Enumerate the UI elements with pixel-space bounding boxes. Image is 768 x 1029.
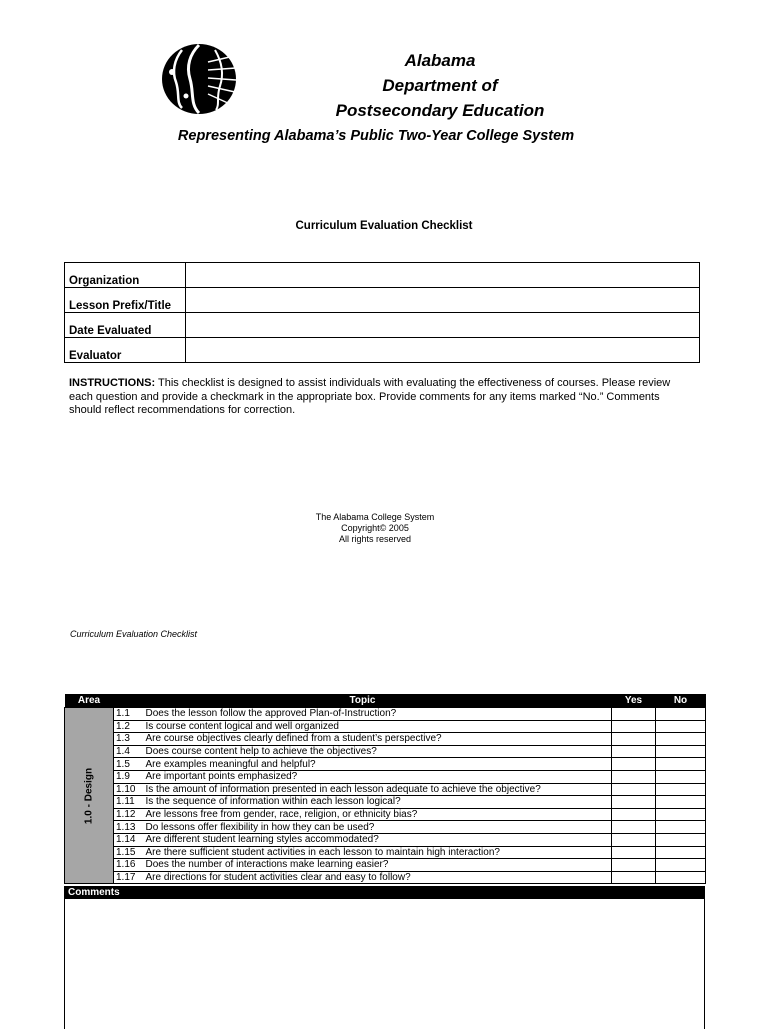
yes-checkbox[interactable] bbox=[612, 770, 656, 783]
item-number: 1.4 bbox=[114, 745, 144, 758]
org-line-3: Postsecondary Education bbox=[335, 101, 545, 120]
info-table bbox=[64, 262, 700, 363]
no-checkbox[interactable] bbox=[656, 821, 706, 834]
item-number: 1.9 bbox=[114, 770, 144, 783]
table-row bbox=[65, 708, 706, 721]
table-row bbox=[65, 770, 706, 783]
item-topic: Are important points emphasized? bbox=[144, 770, 612, 783]
yes-checkbox[interactable] bbox=[612, 833, 656, 846]
comments-label: Comments bbox=[68, 887, 120, 898]
item-topic: Does the number of interactions make learning easier? bbox=[144, 859, 612, 872]
item-number: 1.15 bbox=[114, 846, 144, 859]
item-topic: Does course content help to achieve the objectives? bbox=[144, 745, 612, 758]
yes-checkbox[interactable] bbox=[612, 708, 656, 721]
no-checkbox[interactable] bbox=[656, 745, 706, 758]
item-number: 1.12 bbox=[114, 808, 144, 821]
table-row bbox=[65, 745, 706, 758]
item-number: 1.14 bbox=[114, 833, 144, 846]
info-label: Organization bbox=[65, 263, 186, 288]
yes-checkbox[interactable] bbox=[612, 720, 656, 733]
organization-field[interactable] bbox=[186, 263, 700, 288]
copyright-line-1: The Alabama College System bbox=[315, 512, 435, 522]
topic-header: Topic bbox=[114, 694, 612, 708]
instructions-text: This checklist is designed to assist individuals with evaluating the effectiveness of courses. Please review each question and provide a checkmark in the appropriate box. Provide comments for any items marked “No.” Comments should reflect recommendations for correction. bbox=[69, 377, 671, 416]
no-checkbox[interactable] bbox=[656, 733, 706, 746]
checklist-table bbox=[64, 694, 706, 884]
table-row bbox=[65, 833, 706, 846]
copyright-line-2: Copyright© 2005 bbox=[341, 523, 409, 533]
area-cell bbox=[65, 708, 114, 884]
yes-checkbox[interactable] bbox=[612, 846, 656, 859]
table-row bbox=[65, 720, 706, 733]
item-topic: Are there sufficient student activities in each lesson to maintain high interaction? bbox=[144, 846, 612, 859]
table-row bbox=[65, 808, 706, 821]
table-row bbox=[65, 783, 706, 796]
item-number: 1.2 bbox=[114, 720, 144, 733]
comments-header bbox=[64, 886, 705, 899]
tagline: Representing Alabama’s Public Two-Year College System bbox=[177, 128, 575, 144]
item-number: 1.5 bbox=[114, 758, 144, 771]
item-topic: Is the sequence of information within each lesson logical? bbox=[144, 796, 612, 809]
info-row-date bbox=[65, 313, 700, 338]
item-number: 1.10 bbox=[114, 783, 144, 796]
yes-checkbox[interactable] bbox=[612, 783, 656, 796]
item-topic: Is course content logical and well organized bbox=[144, 720, 612, 733]
copyright-line-3: All rights reserved bbox=[338, 534, 412, 544]
org-line-1: Alabama bbox=[404, 51, 476, 70]
item-topic: Are examples meaningful and helpful? bbox=[144, 758, 612, 771]
table-row bbox=[65, 796, 706, 809]
table-row bbox=[65, 758, 706, 771]
table-row bbox=[65, 846, 706, 859]
yes-checkbox[interactable] bbox=[612, 871, 656, 884]
item-number: 1.17 bbox=[114, 871, 144, 884]
lesson-prefix-title-field[interactable] bbox=[186, 288, 700, 313]
checklist-header-row bbox=[65, 694, 706, 708]
info-label: Lesson Prefix/Title bbox=[65, 288, 186, 313]
department-logo bbox=[160, 42, 238, 116]
yes-checkbox[interactable] bbox=[612, 796, 656, 809]
item-number: 1.3 bbox=[114, 733, 144, 746]
yes-checkbox[interactable] bbox=[612, 859, 656, 872]
yes-header: Yes bbox=[612, 694, 656, 708]
yes-checkbox[interactable] bbox=[612, 733, 656, 746]
no-checkbox[interactable] bbox=[656, 783, 706, 796]
area-label: 1.0 - Design bbox=[83, 767, 95, 824]
item-number: 1.1 bbox=[114, 708, 144, 721]
item-topic: Is the amount of information presented in each lesson adequate to achieve the objective? bbox=[144, 783, 612, 796]
table-row bbox=[65, 733, 706, 746]
info-row-organization bbox=[65, 263, 700, 288]
yes-checkbox[interactable] bbox=[612, 808, 656, 821]
no-checkbox[interactable] bbox=[656, 720, 706, 733]
no-checkbox[interactable] bbox=[656, 808, 706, 821]
no-checkbox[interactable] bbox=[656, 770, 706, 783]
no-checkbox[interactable] bbox=[656, 758, 706, 771]
yes-checkbox[interactable] bbox=[612, 745, 656, 758]
area-header: Area bbox=[65, 694, 114, 708]
info-label: Evaluator bbox=[65, 338, 186, 363]
document-title: Curriculum Evaluation Checklist bbox=[295, 220, 473, 232]
item-number: 1.11 bbox=[114, 796, 144, 809]
page-caption: Curriculum Evaluation Checklist bbox=[70, 629, 198, 639]
info-row-lesson bbox=[65, 288, 700, 313]
item-topic: Are different student learning styles accommodated? bbox=[144, 833, 612, 846]
table-row bbox=[65, 871, 706, 884]
item-topic: Does the lesson follow the approved Plan-of-Instruction? bbox=[144, 708, 612, 721]
comments-area[interactable] bbox=[64, 899, 705, 1029]
info-row-evaluator bbox=[65, 338, 700, 363]
item-topic: Are lessons free from gender, race, religion, or ethnicity bias? bbox=[144, 808, 612, 821]
evaluator-field[interactable] bbox=[186, 338, 700, 363]
instructions-heading: INSTRUCTIONS: bbox=[69, 377, 156, 389]
no-checkbox[interactable] bbox=[656, 796, 706, 809]
info-label: Date Evaluated bbox=[65, 313, 186, 338]
table-row bbox=[65, 859, 706, 872]
no-checkbox[interactable] bbox=[656, 846, 706, 859]
yes-checkbox[interactable] bbox=[612, 821, 656, 834]
no-checkbox[interactable] bbox=[656, 708, 706, 721]
copyright-block bbox=[0, 512, 750, 545]
no-checkbox[interactable] bbox=[656, 859, 706, 872]
instructions bbox=[69, 377, 689, 418]
yes-checkbox[interactable] bbox=[612, 758, 656, 771]
org-line-2: Department of bbox=[382, 76, 498, 95]
table-row bbox=[65, 821, 706, 834]
organization-title bbox=[290, 48, 590, 123]
item-topic: Do lessons offer flexibility in how they can be used? bbox=[144, 821, 612, 834]
no-header: No bbox=[656, 694, 706, 708]
item-topic: Are directions for student activities clear and easy to follow? bbox=[144, 871, 612, 884]
item-topic: Are course objectives clearly defined from a student’s perspective? bbox=[144, 733, 612, 746]
no-checkbox[interactable] bbox=[656, 871, 706, 884]
date-evaluated-field[interactable] bbox=[186, 313, 700, 338]
item-number: 1.13 bbox=[114, 821, 144, 834]
item-number: 1.16 bbox=[114, 859, 144, 872]
no-checkbox[interactable] bbox=[656, 833, 706, 846]
